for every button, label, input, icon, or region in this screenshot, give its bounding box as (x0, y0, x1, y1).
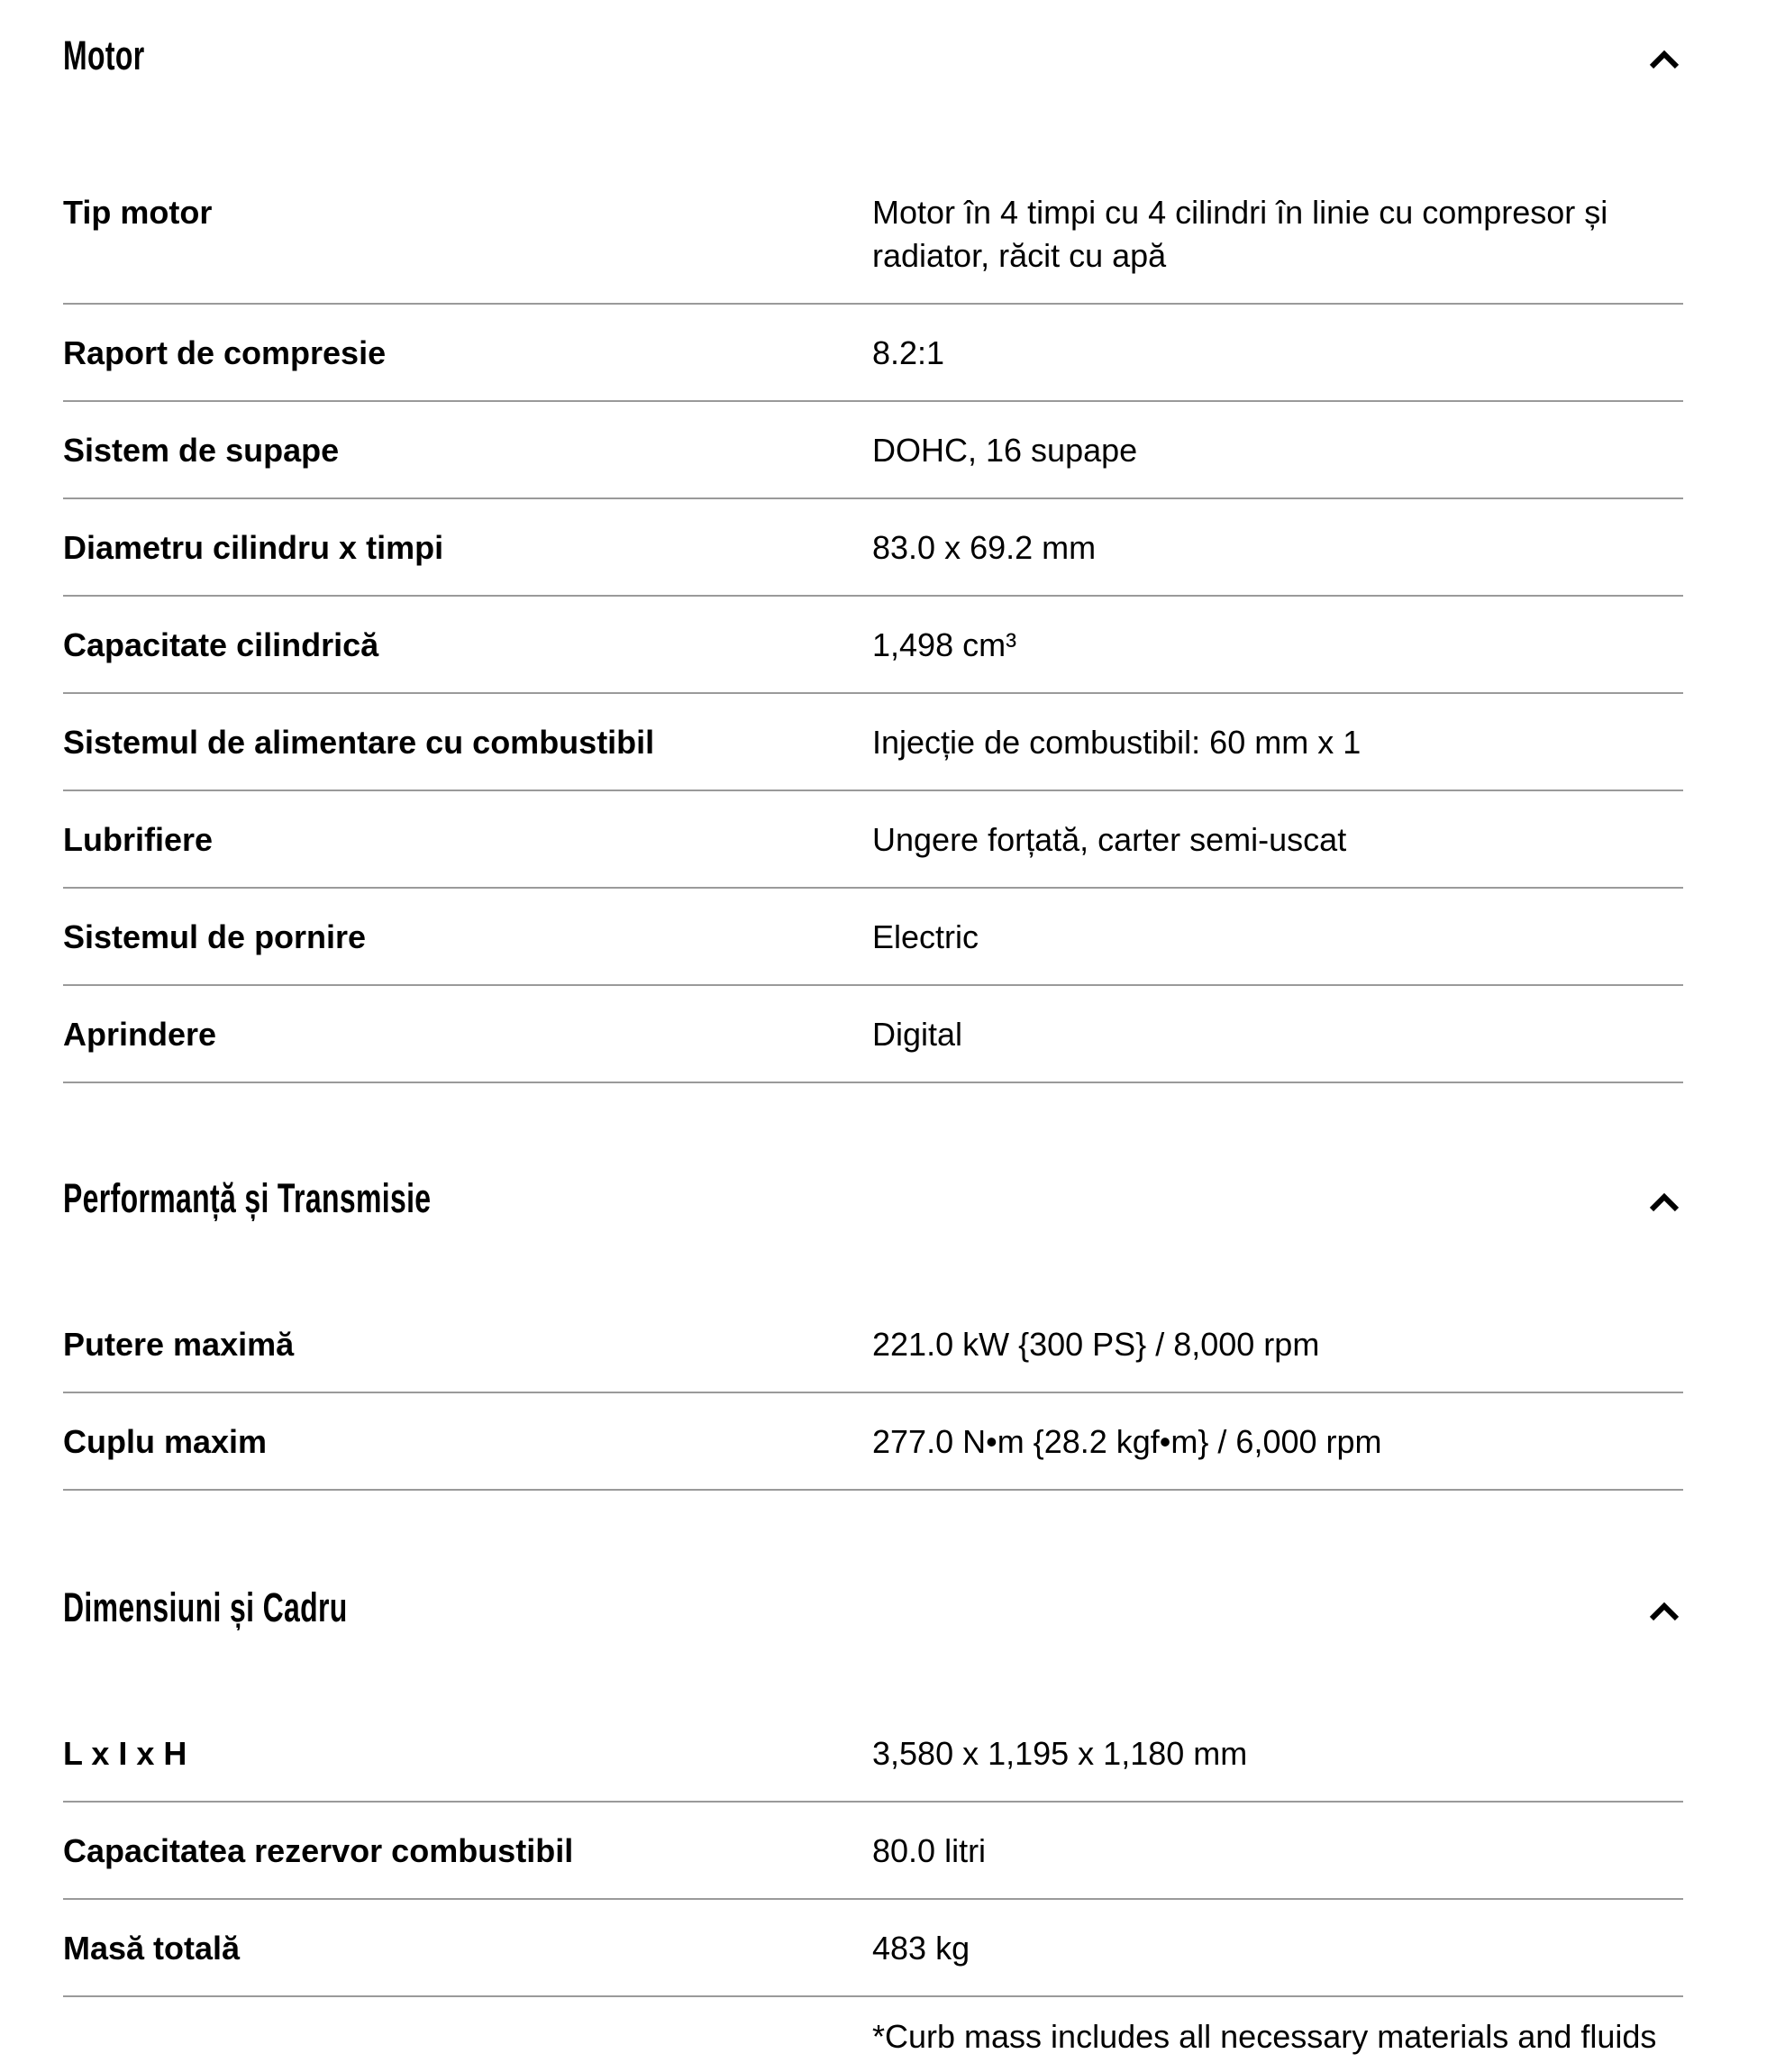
chevron-up-icon[interactable] (1648, 1602, 1680, 1621)
spec-value: 80.0 litri (872, 1832, 987, 1869)
spec-row (63, 791, 1683, 889)
spec-label: Aprindere (63, 1016, 217, 1053)
spec-row (63, 402, 1683, 499)
spec-page (63, 31, 1683, 2058)
spec-label: Putere maximă (63, 1326, 295, 1363)
spec-label: Sistemul de alimentare cu combustibil (63, 724, 655, 761)
spec-label: L x I x H (63, 1735, 187, 1772)
spec-value: 483 kg (872, 1930, 970, 1967)
spec-value: DOHC, 16 supape (872, 432, 1138, 469)
spec-row (63, 597, 1683, 694)
spec-label: Sistem de supape (63, 432, 340, 469)
spec-value: Motor în 4 timpi cu 4 cilindri în linie cu compresor și radiator, răcit cu apă (872, 194, 1608, 274)
section-title-text: Dimensiuni și Cadru (63, 1584, 348, 1630)
spec-label: Capacitatea rezervor combustibil (63, 1832, 574, 1869)
spec-row (63, 1900, 1683, 1997)
spec-row (63, 1633, 1683, 1803)
spec-value: 277.0 N•m {28.2 kgf•m} / 6,000 rpm (872, 1423, 1382, 1460)
chevron-up-icon[interactable] (1648, 50, 1680, 69)
section-title-text: Performanță și Transmisie (63, 1175, 432, 1221)
spec-label: Capacitate cilindrică (63, 626, 379, 663)
spec-label: Diametru cilindru x timpi (63, 529, 444, 566)
section-title (63, 1173, 581, 1224)
spec-value: 1,498 cm³ (872, 626, 1017, 663)
spec-label: Lubrifiere (63, 821, 214, 858)
spec-label: Tip motor (63, 194, 213, 231)
spec-label: Cuplu maxim (63, 1423, 268, 1460)
spec-row (63, 499, 1683, 597)
spec-row (63, 305, 1683, 402)
spec-value: 8.2:1 (872, 334, 945, 371)
section-header-motor[interactable] (63, 31, 1683, 81)
section-title-text: Motor (63, 32, 145, 78)
section-title (63, 31, 178, 81)
chevron-up-icon[interactable] (1648, 1192, 1680, 1212)
spec-row (63, 889, 1683, 986)
spec-value: Digital (872, 1016, 963, 1053)
spec-row (63, 694, 1683, 791)
spec-label: Raport de compresie (63, 334, 387, 371)
spec-value: 3,580 x 1,195 x 1,180 mm (872, 1735, 1248, 1772)
spec-row (63, 1224, 1683, 1393)
spec-value: 83.0 x 69.2 mm (872, 529, 1097, 566)
spec-value: Ungere forțată, carter semi-uscat (872, 821, 1347, 858)
section-header-dimensiuni[interactable] (63, 1583, 1683, 1633)
section-motor (63, 31, 1683, 1083)
spec-label: Sistemul de pornire (63, 918, 367, 955)
spec-value: Injecție de combustibil: 60 mm x 1 (872, 724, 1362, 761)
spec-row (63, 1803, 1683, 1900)
spec-label: Masă totală (63, 1930, 241, 1967)
spec-row (63, 1393, 1683, 1491)
section-header-performanta[interactable] (63, 1173, 1683, 1224)
section-title (63, 1583, 464, 1633)
curb-mass-footnote: *Curb mass includes all necessary materials and fluids (872, 2018, 1657, 2055)
spec-row (63, 986, 1683, 1083)
spec-value: Electric (872, 918, 979, 955)
section-performanta-transmisie (63, 1173, 1683, 1491)
section-dimensiuni-cadru (63, 1583, 1683, 2058)
spec-value: 221.0 kW {300 PS} / 8,000 rpm (872, 1326, 1320, 1363)
spec-row (63, 81, 1683, 305)
